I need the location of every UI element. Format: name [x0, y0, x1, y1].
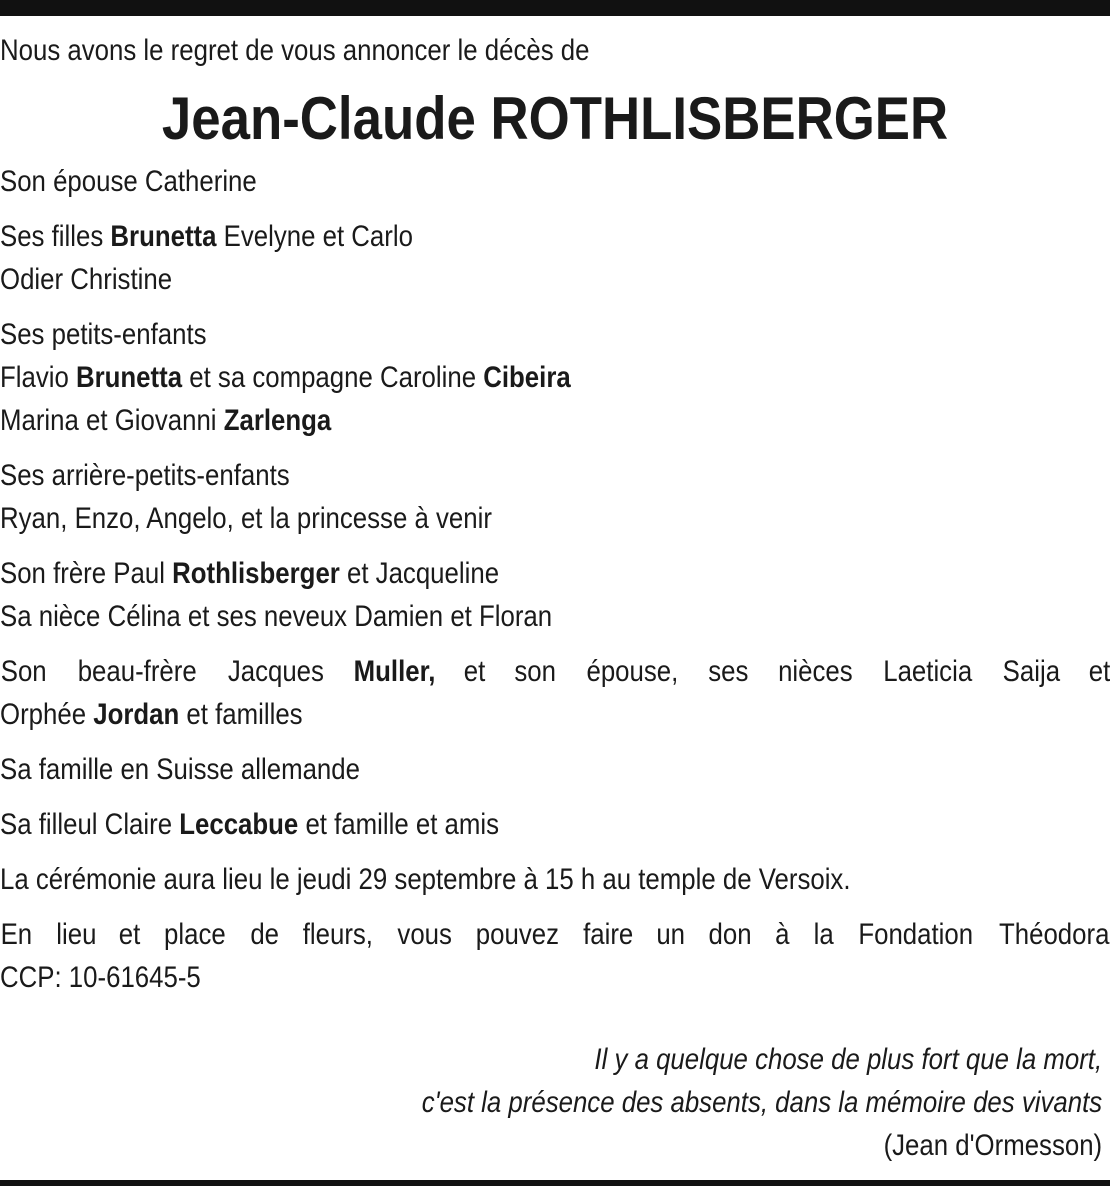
surname: Rothlisberger	[172, 557, 340, 590]
word: pouvez	[475, 918, 560, 951]
daughters-line: Ses filles Brunetta Evelyne et Carlo	[0, 220, 413, 253]
closing-quote	[311, 1038, 1102, 1167]
surname: Jordan	[93, 698, 180, 731]
surname: Muller,	[353, 655, 436, 688]
word: son	[514, 655, 556, 688]
grandchildren-line-1: Flavio Brunetta et sa compagne Caroline Cibeira	[0, 361, 571, 394]
word: Laeticia	[883, 655, 973, 688]
top-rule	[0, 0, 1110, 16]
brother-in-law-line-2: Orphée Jordan et familles	[0, 698, 303, 731]
word: et	[119, 918, 141, 951]
word: Fondation	[858, 918, 974, 951]
word: fleurs,	[302, 918, 374, 951]
deceased-name: Jean-Claude ROTHLISBERGER	[161, 85, 949, 152]
ccp-line: CCP: 10-61645-5	[0, 961, 201, 994]
grandchildren-heading: Ses petits-enfants	[0, 318, 207, 351]
brother-in-law-line-1	[0, 650, 1110, 693]
donation-paragraph	[0, 913, 1110, 999]
swiss-family-paragraph	[0, 748, 1110, 791]
word: vous	[397, 918, 452, 951]
word: Son	[0, 655, 47, 688]
great-grandchildren-names: Ryan, Enzo, Angelo, et la princesse à venir	[0, 502, 492, 535]
word: nièces	[777, 655, 853, 688]
word: faire	[582, 918, 634, 951]
brother-in-law-paragraph	[0, 650, 1110, 736]
ceremony-line: La cérémonie aura lieu le jeudi 29 septembre à 15 h au temple de Versoix.	[0, 863, 851, 896]
spouse-line: Son épouse Catherine	[0, 165, 257, 198]
surname: Cibeira	[483, 361, 571, 394]
great-grandchildren-paragraph	[0, 454, 1110, 540]
word: don	[708, 918, 752, 951]
swiss-family-line: Sa famille en Suisse allemande	[0, 753, 360, 786]
word: la	[813, 918, 834, 951]
surname: Brunetta	[110, 220, 217, 253]
daughters-line-2: Odier Christine	[0, 263, 173, 296]
word: à	[775, 918, 790, 951]
word: Saija	[1002, 655, 1060, 688]
word: beau-frère	[77, 655, 197, 688]
quote-line-1: Il y a quelque chose de plus fort que la mort,	[594, 1043, 1102, 1076]
brother-line: Son frère Paul Rothlisberger et Jacqueline	[0, 557, 500, 590]
niece-nephews-line: Sa nièce Célina et ses neveux Damien et Floran	[0, 600, 553, 633]
surname: Zarlenga	[223, 404, 332, 437]
obituary-notice	[0, 30, 1110, 1011]
word: Jacques	[227, 655, 324, 688]
word: épouse,	[586, 655, 678, 688]
quote-line-2: c'est la présence des absents, dans la mémoire des vivants	[421, 1086, 1102, 1119]
godchild-paragraph	[0, 803, 1110, 846]
daughters-paragraph	[0, 215, 1110, 301]
godchild-line: Sa filleul Claire Leccabue et famille et amis	[0, 808, 500, 841]
great-grandchildren-heading: Ses arrière-petits-enfants	[0, 459, 290, 492]
word: et	[1088, 655, 1110, 688]
word: place	[164, 918, 226, 951]
word: de	[250, 918, 279, 951]
grandchildren-paragraph	[0, 313, 1110, 442]
word: et	[464, 655, 486, 688]
donation-line-1	[0, 913, 1110, 956]
ceremony-paragraph	[0, 858, 1110, 901]
brother-paragraph	[0, 552, 1110, 638]
word: Théodora	[998, 918, 1109, 951]
bottom-rule	[0, 1180, 1110, 1186]
surname: Leccabue	[179, 808, 299, 841]
word: lieu	[55, 918, 97, 951]
word: un	[656, 918, 686, 951]
spouse-paragraph	[0, 160, 1110, 203]
word: En	[0, 918, 33, 951]
word: ses	[707, 655, 749, 688]
quote-author: (Jean d'Ormesson)	[883, 1129, 1102, 1162]
surname: Brunetta	[75, 361, 183, 394]
grandchildren-line-2: Marina et Giovanni Zarlenga	[0, 404, 332, 437]
intro-text: Nous avons le regret de vous annoncer le décès de	[0, 34, 590, 67]
